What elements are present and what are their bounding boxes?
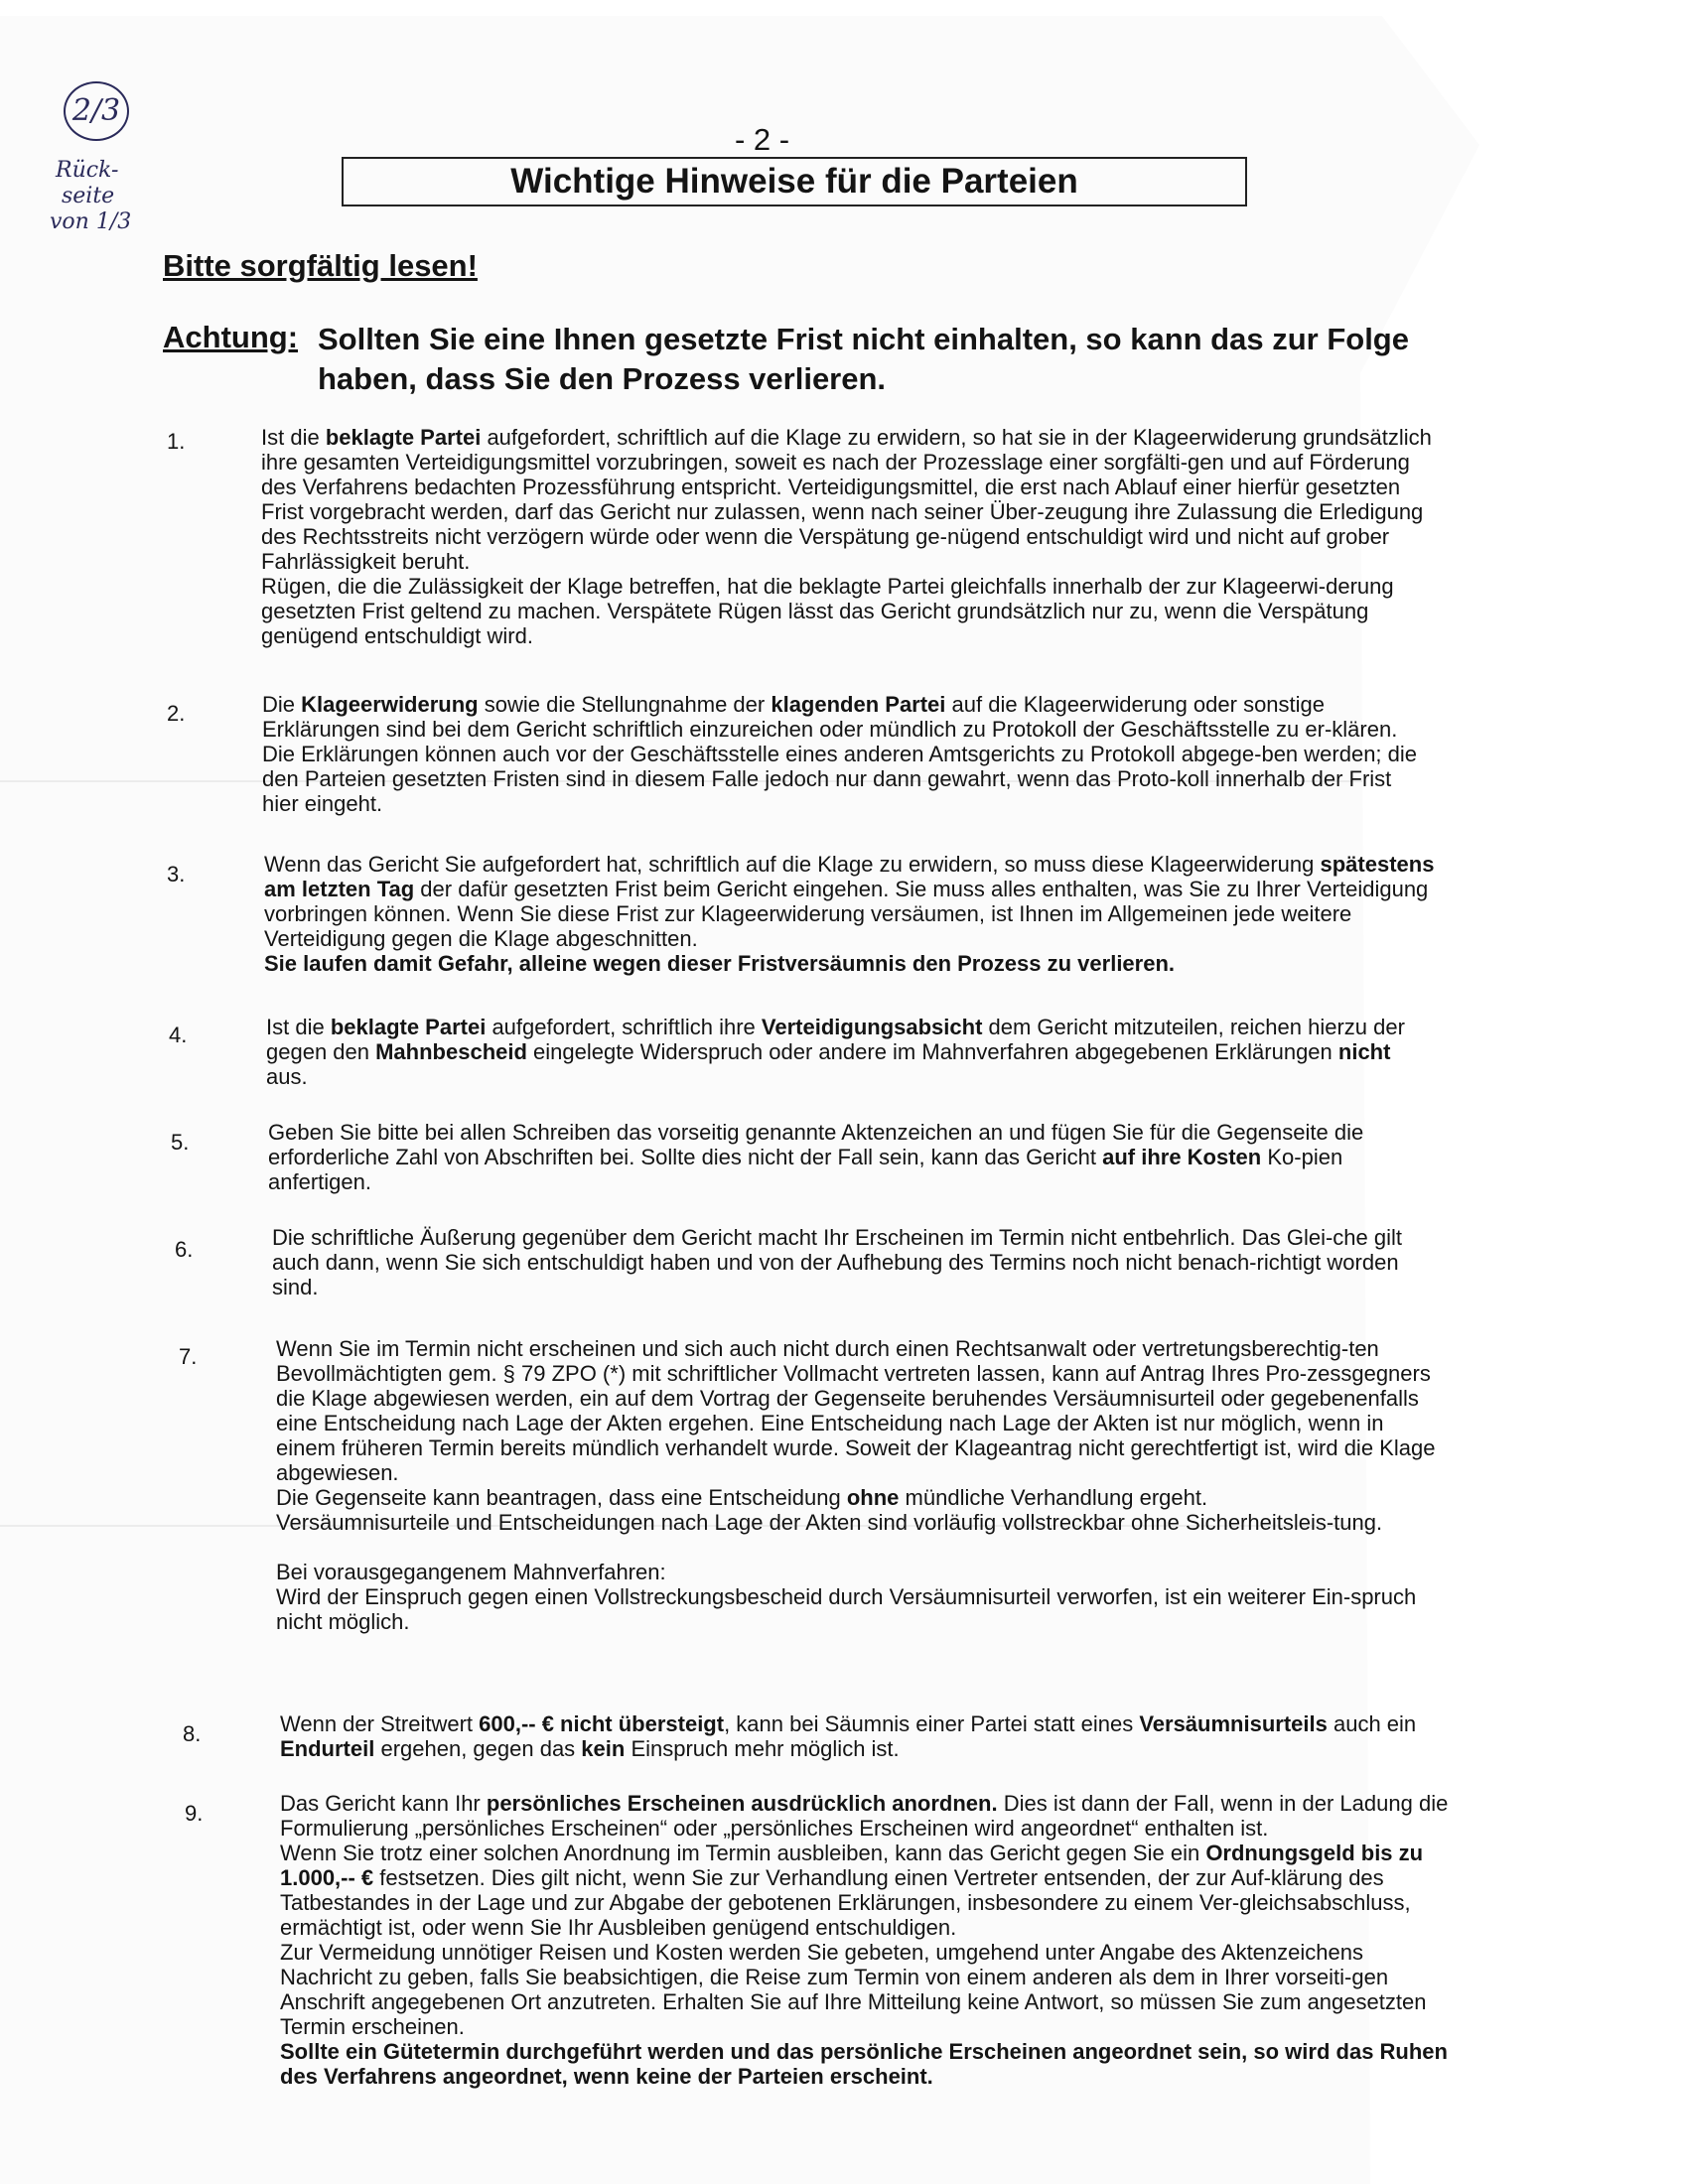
item-number: 8. <box>183 1721 202 1746</box>
item-text: Wenn der Streitwert 600,-- € nicht übersteigt, kann bei Säumnis einer Partei statt eines Versäumnisurteils auch ein Endurteil ergehen, gegen das kein Einspruch mehr möglich ist. <box>280 1711 1417 1761</box>
item-number: 9. <box>185 1801 204 1826</box>
item-number: 4. <box>169 1023 188 1047</box>
warning-label: Achtung: <box>163 320 299 354</box>
item-text: Geben Sie bitte bei allen Schreiben das vorseitig genannte Aktenzeichen an und fügen Sie für die Gegenseite die erforderliche Zahl von Abschriften bei. Sollte dies nicht der Fall sein, kann das Gericht auf ihre Kosten Ko-pien anfertigen. <box>268 1120 1364 1194</box>
item-text: Ist die beklagte Partei aufgefordert, schriftlich auf die Klage zu erwidern, so hat sie in der Klageerwiderung grundsätzlich ihre gesamten Verteidigungsmittel vorzubringen, soweit es nach der Prozesslage einer sorgfälti-gen und auf Förderung des Verfahrens bedachten Prozessführung entspricht. Verteidigungsmittel, die erst nach Ablauf einer hierfür gesetzten Frist vorgebracht werden, darf das Gericht nur zulassen, wenn nach seiner Über-zeugung ihre Zulassung die Erledigung des Rechtsstreits nicht verzögern würde oder wenn die Verspätung ge-nügend entschuldigt wird und nicht auf grober Fahrlässigkeit beruht. Rügen, die die Zulässigkeit der Klage betreffen, hat die beklagte Partei gleichfalls innerhalb der zur Klageerwi-derung gesetzten Frist geltend zu machen. Verspätete Rügen lässt das Gericht grundsätzlich nur zu, wenn die Verspätung genügend entschuldigt wird. <box>261 425 1432 648</box>
item-number: 3. <box>167 862 186 887</box>
item-number: 2. <box>167 701 186 726</box>
handwritten-note-line: seite <box>62 184 115 208</box>
item-number: 1. <box>167 429 186 454</box>
handwritten-note-line: von 1/3 <box>50 209 132 234</box>
item-text: Ist die beklagte Partei aufgefordert, schriftlich ihre Verteidigungsabsicht dem Gericht mitzuteilen, reichen hierzu der gegen den Mahnbescheid eingelegte Widerspruch oder andere im Mahnverfahren abgegebenen Erklärungen nicht aus. <box>266 1015 1405 1089</box>
subtitle: Bitte sorgfältig lesen! <box>163 248 478 283</box>
item-text: Wenn Sie im Termin nicht erscheinen und sich auch nicht durch einen Rechtsanwalt oder vertretungsberechtig-ten Bevollmächtigten gem. § 79 ZPO (*) mit schriftlicher Vollmacht vertreten lassen, kann auf Antrag Ihres Pro-zessgegners die Klage abgewiesen werden, ein auf dem Vortrag der Gegenseite beruhendes Versäumnisurteil oder gegebenenfalls eine Entscheidung nach Lage der Akten ergehen. Eine Entscheidung nach Lage der Akten ist nur möglich, wenn in einem früheren Termin bereits mündlich verhandelt wurde. Soweit der Klageantrag nicht gerechtfertigt ist, wird die Klage abgewiesen. Die Gegenseite kann beantragen, dass eine Entscheidung ohne mündliche Verhandlung ergeht. Versäumnisurteile und Entscheidungen nach Lage der Akten sind vorläufig vollstreckbar ohne Sicherheitsleis-tung. Bei vorausgegangenem Mahnverfahren: Wird der Einspruch gegen einen Vollstreckungsbescheid durch Versäumnisurteil verworfen, ist ein weiterer Ein-spruch nicht möglich. <box>276 1336 1436 1634</box>
item-number: 5. <box>171 1130 190 1155</box>
item-number: 7. <box>179 1344 198 1369</box>
item-text: Die schriftliche Äußerung gegenüber dem Gericht macht Ihr Erscheinen im Termin nicht entbehrlich. Das Glei-che gilt auch dann, wenn Sie sich entschuldigt haben und von der Aufhebung des Termins noch nicht benach-richtigt worden sind. <box>272 1225 1402 1299</box>
page-title: Wichtige Hinweise für die Parteien <box>342 157 1247 206</box>
item-text: Wenn das Gericht Sie aufgefordert hat, schriftlich auf die Klage zu erwidern, so muss diese Klageerwiderung spätestens am letzten Tag der dafür gesetzten Frist beim Gericht eingehen. Sie muss alles enthalten, was Sie zu Ihrer Verteidigung vorbringen können. Wenn Sie diese Frist zur Klageerwiderung versäumen, ist Ihnen im Allgemeinen jede weitere Verteidigung gegen die Klage abgeschnitten. Sie laufen damit Gefahr, alleine wegen dieser Fristversäumnis den Prozess zu verlieren. <box>264 852 1435 976</box>
handwritten-page-circle: 2/3 <box>64 81 129 141</box>
page-number: - 2 - <box>735 122 790 157</box>
handwritten-note-line: Rück- <box>56 158 119 183</box>
item-number: 6. <box>175 1237 194 1262</box>
warning-text: Sollten Sie eine Ihnen gesetzte Frist nicht einhalten, so kann das zur Folge haben, dass Sie den Prozess verlieren. <box>318 322 1409 396</box>
item-text: Die Klageerwiderung sowie die Stellungnahme der klagenden Partei auf die Klageerwiderung oder sonstige Erklärungen sind bei dem Gericht schriftlich einzureichen oder mündlich zu Protokoll der Geschäftsstelle zu er-klären. Die Erklärungen können auch vor der Geschäftsstelle eines anderen Amtsgerichts zu Protokoll abgege-ben werden; die den Parteien gesetzten Fristen sind in diesem Falle jedoch nur dann gewahrt, wenn das Proto-koll innerhalb der Frist hier eingeht. <box>262 692 1418 816</box>
item-text: Das Gericht kann Ihr persönliches Erscheinen ausdrücklich anordnen. Dies ist dann der Fall, wenn in der Ladung die Formulierung „persönliches Erscheinen“ oder „persönliches Erscheinen wird angeordnet“ enthalten ist. Wenn Sie trotz einer solchen Anordnung im Termin ausbleiben, kann das Gericht gegen Sie ein Ordnungsgeld bis zu 1.000,-- € festsetzen. Dies gilt nicht, wenn Sie zur Verhandlung einen Vertreter entsenden, der zur Auf-klärung des Tatbestandes in der Lage und zur Abgabe der gebotenen Erklärungen, insbesondere zu einem Ver-gleichsabschluss, ermächtigt ist, oder wenn Sie Ihr Ausbleiben genügend entschuldigen. Zur Vermeidung unnötiger Reisen und Kosten werden Sie gebeten, umgehend unter Angabe des Aktenzeichens Nachricht zu geben, falls Sie beabsichtigen, die Reise zum Termin von einem anderen als dem in Ihrer vorseiti-gen Anschrift angegebenen Ort anzutreten. Erhalten Sie auf Ihre Mitteilung keine Antwort, so müssen Sie zum angesetzten Termin erscheinen. Sollte ein Gütetermin durchgeführt werden und das persönliche Erscheinen angeordnet sein, so wird das Ruhen des Verfahrens angeordnet, wenn keine der Parteien erscheint. <box>280 1791 1449 2089</box>
